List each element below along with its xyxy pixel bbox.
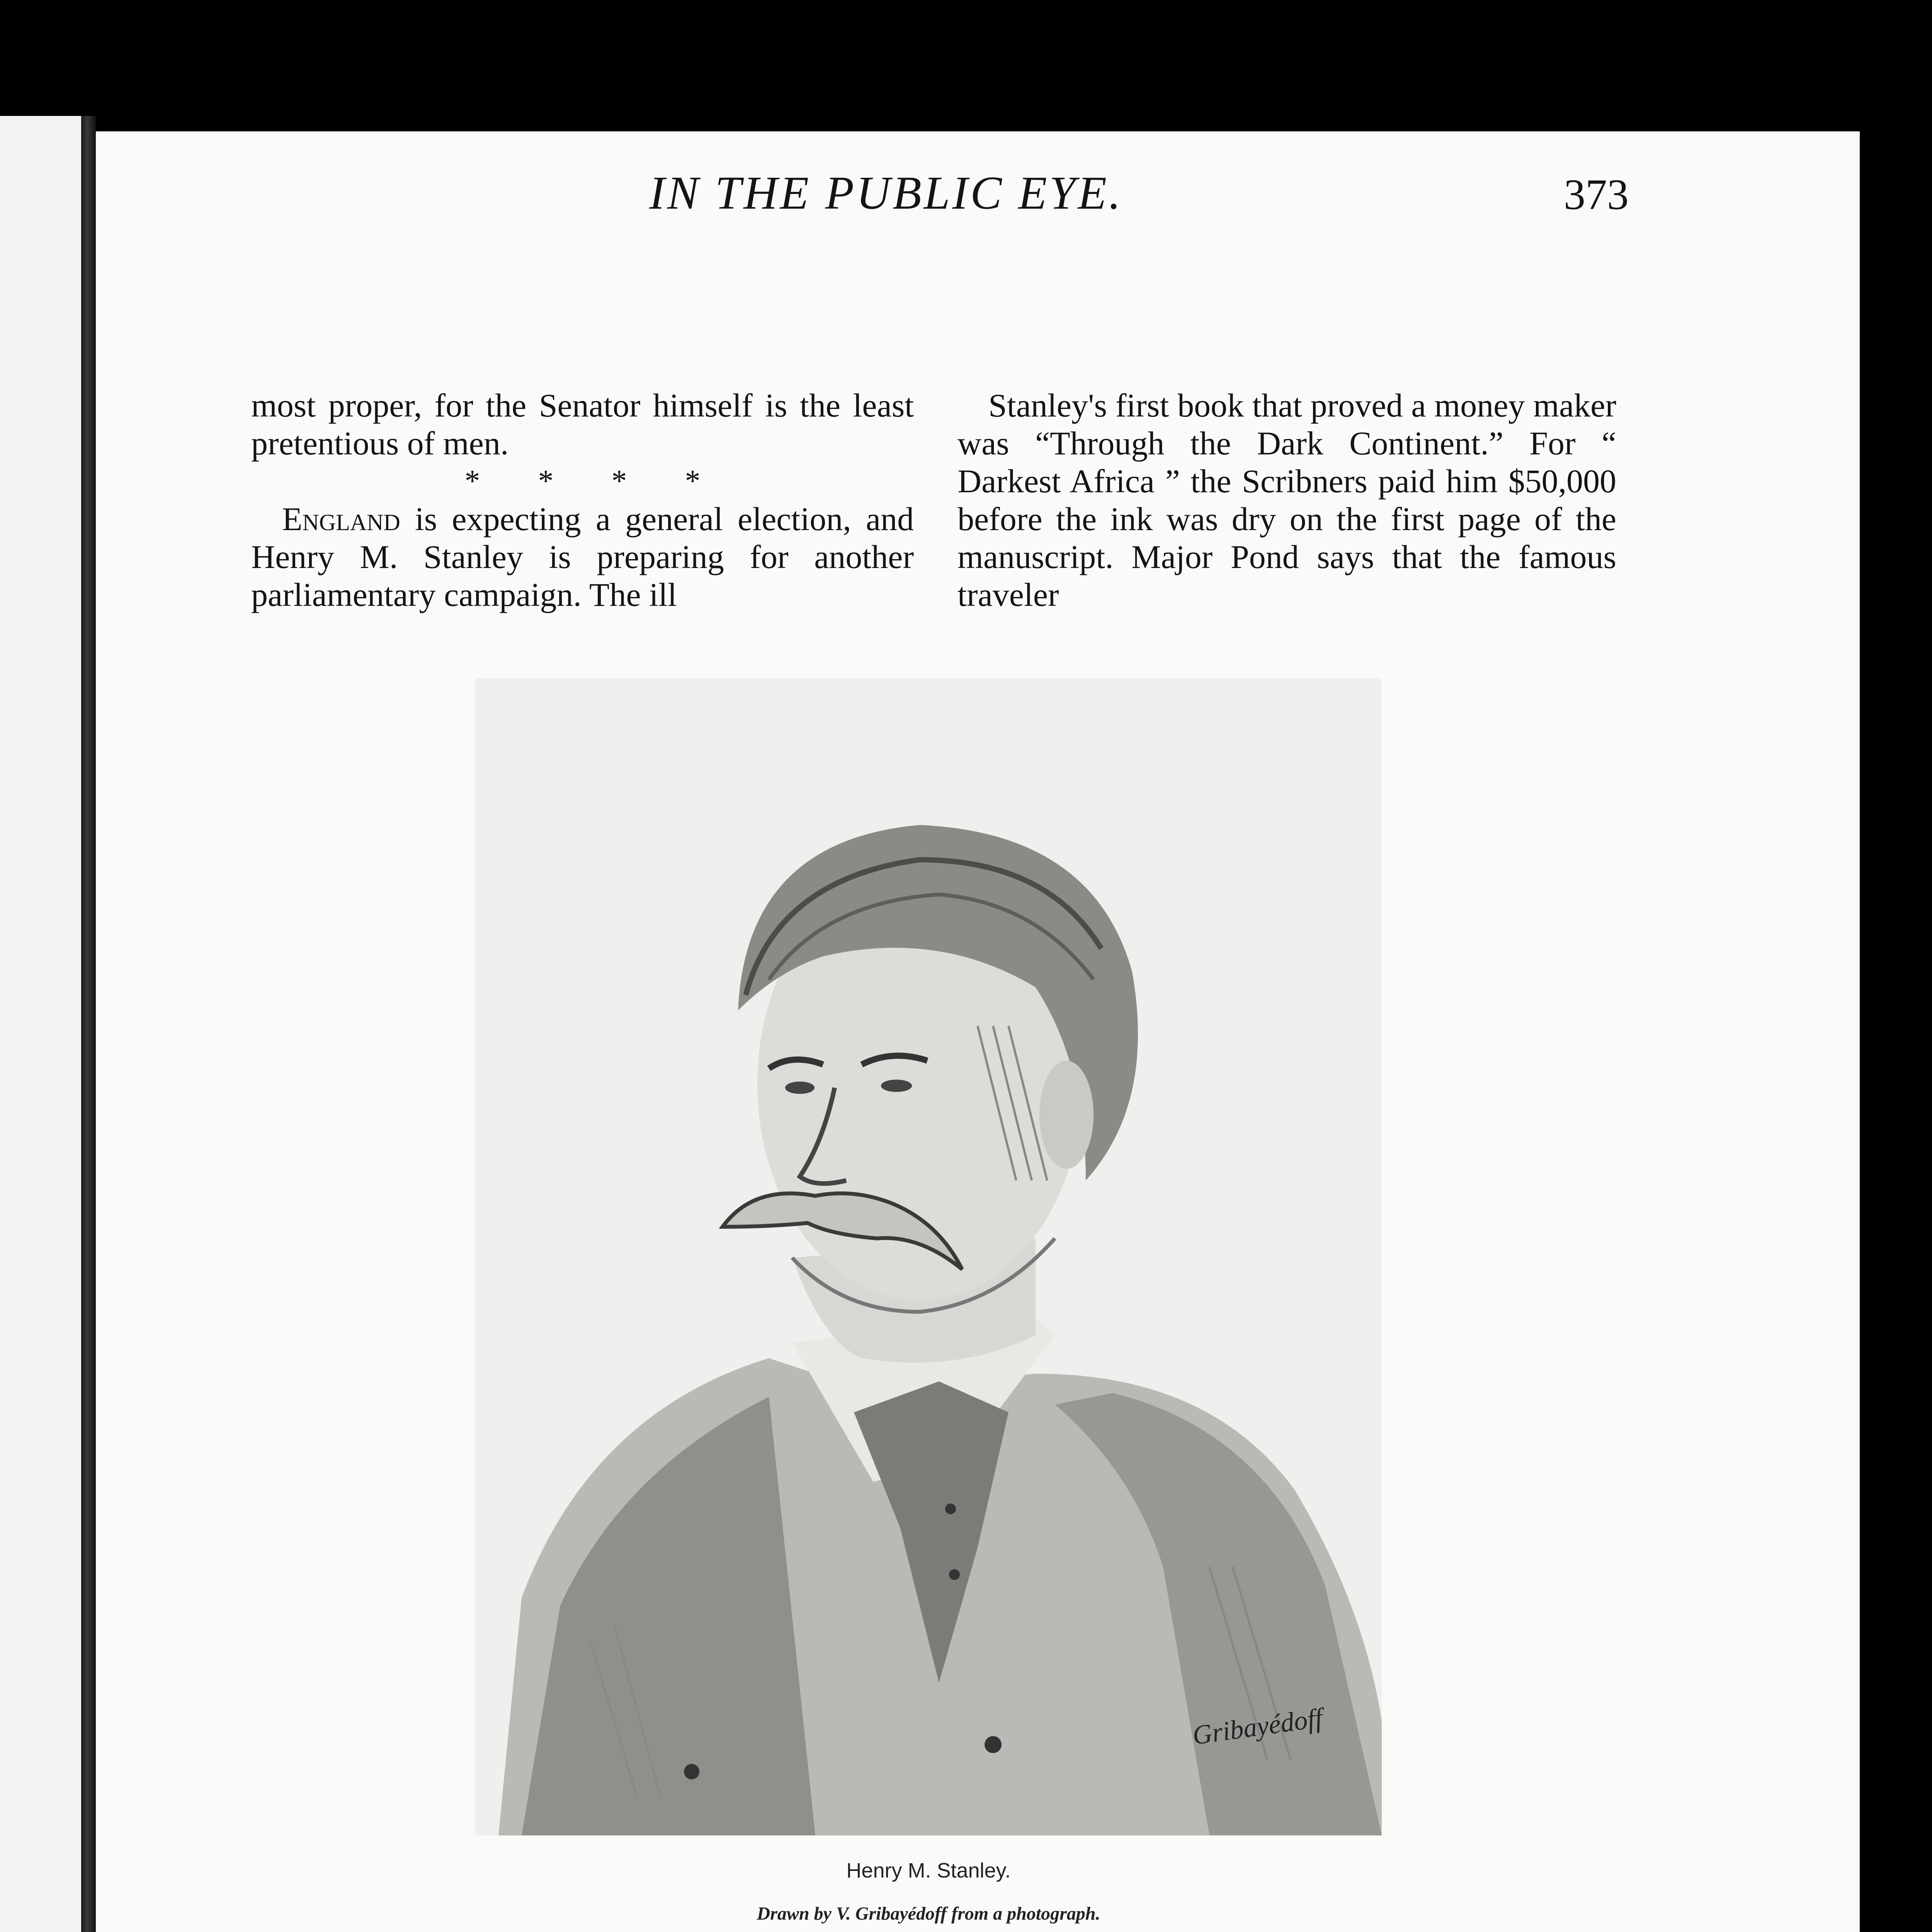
section-break: * * * *: [464, 464, 701, 498]
facing-page-edge: [0, 116, 81, 1932]
column-top-right: [957, 386, 1616, 614]
portrait-drawing: [475, 678, 1382, 1835]
illustration-credit: Drawn by V. Gribayédoff from a photograph.: [757, 1903, 1100, 1924]
artist-signature: Gribayédoff: [1190, 1703, 1325, 1751]
running-head: IN THE PUBLIC EYE.: [649, 167, 1123, 219]
column-top-left: [251, 386, 914, 614]
paragraph: England is expecting a general election, and Henry M. Stanley is preparing for another parliamentary campaign. The ill: [251, 500, 914, 613]
lead-word: England: [282, 500, 400, 537]
book-gutter: [81, 116, 96, 1932]
portrait-illustration: [475, 678, 1382, 1835]
illustration-caption: Henry M. Stanley.: [846, 1859, 1011, 1882]
page-number: 373: [1564, 171, 1629, 219]
paragraph: Stanley's first book that proved a money maker was “Through the Dark Continent.” For “ Darkest Africa ” the Scribners paid him $50,000 before the ink was dry on the first page of the manuscript. Major Pond says that the famous traveler: [957, 387, 1616, 613]
paragraph: most proper, for the Senator himself is the least pretentious of men.: [251, 387, 914, 462]
